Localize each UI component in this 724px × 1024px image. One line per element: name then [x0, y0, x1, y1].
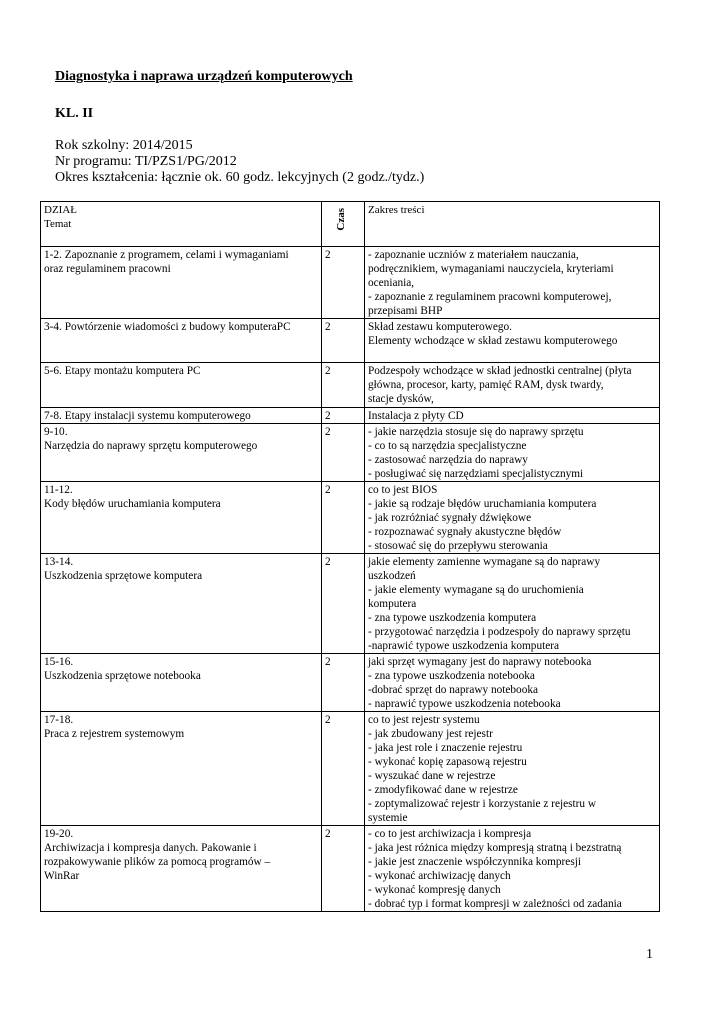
- content-cell: [365, 363, 660, 408]
- content-line: - zna typowe uszkodzenia notebooka: [368, 670, 535, 682]
- content-line: - jak zbudowany jest rejestr: [368, 728, 493, 740]
- time-cell: 2: [322, 363, 365, 408]
- content-line: - wyszukać dane w rejestrze: [368, 770, 496, 782]
- topic-line: oraz regulaminem pracowni: [44, 263, 171, 275]
- topic-line: 11-12.: [44, 484, 73, 496]
- topic-cell: [41, 826, 322, 912]
- topic-line: 5-6. Etapy montażu komputera PC: [44, 365, 201, 377]
- content-line: Podzespoły wchodzące w skład jednostki centralnej (płyta: [368, 365, 632, 377]
- topic-cell: [41, 482, 322, 554]
- content-line: jakie elementy zamienne wymagane są do naprawy: [368, 556, 601, 568]
- document-title: Diagnostyka i naprawa urządzeń komputerowych: [55, 69, 353, 84]
- content-line: co to jest rejestr systemu: [368, 714, 480, 726]
- content-cell: [365, 424, 660, 482]
- topic-line: Uszkodzenia sprzętowe komputera: [44, 570, 203, 582]
- content-cell: [365, 482, 660, 554]
- time-cell: 2: [322, 319, 365, 363]
- topic-line: 19-20.: [44, 828, 74, 840]
- content-line: - jakie elementy wymagane są do uruchomienia: [368, 584, 584, 596]
- time-cell: 2: [322, 554, 365, 654]
- content-line: - zoptymalizować rejestr i korzystanie z rejestru w: [368, 798, 597, 810]
- content-line: - posługiwać się narzędziami specjalistycznymi: [368, 468, 584, 480]
- content-line: stacje dysków,: [368, 393, 434, 405]
- topic-cell: [41, 424, 322, 482]
- topic-line: 9-10.: [44, 426, 68, 438]
- header-czas: [322, 202, 365, 247]
- topic-line: 3-4. Powtórzenie wiadomości z budowy komputeraPC: [44, 321, 291, 333]
- content-line: - jakie narzędzia stosuje się do naprawy sprzętu: [368, 426, 584, 438]
- content-line: - zapoznanie z regulaminem pracowni komputerowej,: [368, 291, 612, 303]
- topic-line: Praca z rejestrem systemowym: [44, 728, 185, 740]
- content-line: jaki sprzęt wymagany jest do naprawy notebooka: [368, 656, 592, 668]
- content-line: - wykonać kopię zapasową rejestru: [368, 756, 527, 768]
- time-cell: 2: [322, 408, 365, 424]
- content-line: Instalacja z płyty CD: [368, 410, 464, 422]
- content-cell: [365, 247, 660, 319]
- table-row: [41, 247, 660, 319]
- topic-cell: [41, 712, 322, 826]
- content-line: - co to jest archiwizacja i kompresja: [368, 828, 532, 840]
- content-cell: [365, 826, 660, 912]
- content-line: - przygotować narzędzia i podzespoły do naprawy sprzętu: [368, 626, 631, 638]
- topic-line: Kody błędów uruchamiania komputera: [44, 498, 221, 510]
- topic-line: 1-2. Zapoznanie z programem, celami i wymaganiami: [44, 249, 289, 261]
- content-line: systemie: [368, 812, 408, 824]
- content-line: - zmodyfikować dane w rejestrze: [368, 784, 518, 796]
- topic-line: rozpakowywanie plików za pomocą programów –: [44, 856, 271, 868]
- content-line: - naprawić typowe uszkodzenia notebooka: [368, 698, 561, 710]
- table-row: [41, 482, 660, 554]
- table-header-row: [41, 202, 660, 247]
- content-cell: [365, 554, 660, 654]
- topic-line: 7-8. Etapy instalacji systemu komputerowego: [44, 410, 251, 422]
- topic-line: Archiwizacja i kompresja danych. Pakowanie i: [44, 842, 257, 854]
- school-year: Rok szkolny: 2014/2015: [55, 138, 193, 153]
- header-zakres: Zakres treści: [365, 202, 660, 247]
- table-row: [41, 654, 660, 712]
- time-cell: 2: [322, 712, 365, 826]
- content-cell: [365, 408, 660, 424]
- time-cell: 2: [322, 826, 365, 912]
- topic-line: WinRar: [44, 870, 80, 882]
- content-line: - zastosować narzędzia do naprawy: [368, 454, 528, 466]
- syllabus-body: [41, 247, 660, 912]
- table-row: [41, 363, 660, 408]
- topic-cell: [41, 554, 322, 654]
- time-cell: 2: [322, 424, 365, 482]
- class-label: KL. II: [55, 106, 94, 121]
- content-line: - jakie jest znaczenie współczynnika kompresji: [368, 856, 581, 868]
- content-line: Elementy wchodzące w skład zestawu komputerowego: [368, 335, 618, 347]
- topic-line: 13-14.: [44, 556, 74, 568]
- table-row: [41, 424, 660, 482]
- header-dzial-temat: [41, 202, 322, 247]
- content-line: Skład zestawu komputerowego.: [368, 321, 513, 333]
- content-cell: [365, 712, 660, 826]
- content-line: - stosować się do przepływu sterowania: [368, 540, 548, 552]
- topic-cell: [41, 247, 322, 319]
- time-cell: 2: [322, 482, 365, 554]
- topic-cell: [41, 408, 322, 424]
- content-line: -naprawić typowe uszkodzenia komputera: [368, 640, 560, 652]
- topic-cell: [41, 654, 322, 712]
- content-line: - jak rozróżniać sygnały dźwiękowe: [368, 512, 532, 524]
- header-dzial: DZIAŁ: [44, 204, 77, 216]
- content-line: - zna typowe uszkodzenia komputera: [368, 612, 537, 624]
- content-line: - rozpoznawać sygnały akustyczne błędów: [368, 526, 562, 538]
- table-row: [41, 712, 660, 826]
- content-line: komputera: [368, 598, 417, 610]
- content-line: oceniania,: [368, 277, 415, 289]
- time-cell: 2: [322, 247, 365, 319]
- table-row: [41, 826, 660, 912]
- content-line: - jakie są rodzaje błędów uruchamiania komputera: [368, 498, 597, 510]
- content-line: - wykonać archiwizację danych: [368, 870, 511, 882]
- topic-cell: [41, 363, 322, 408]
- topic-line: 15-16.: [44, 656, 74, 668]
- content-cell: [365, 654, 660, 712]
- table-row: [41, 554, 660, 654]
- content-line: - dobrać typ i format kompresji w zależności od zadania: [368, 898, 622, 910]
- page-number: 1: [646, 947, 653, 962]
- syllabus-table: [40, 201, 660, 912]
- content-line: - jaka jest różnica między kompresją stratną i bezstratną: [368, 842, 622, 854]
- content-line: główna, procesor, karty, pamięć RAM, dysk twardy,: [368, 379, 604, 391]
- document-meta: [55, 138, 424, 186]
- program-number: Nr programu: TI/PZS1/PG/2012: [55, 154, 237, 169]
- table-row: [41, 319, 660, 363]
- content-cell: [365, 319, 660, 363]
- topic-line: Narzędzia do naprawy sprzętu komputerowego: [44, 440, 258, 452]
- education-period: Okres kształcenia: łącznie ok. 60 godz. lekcyjnych (2 godz./tydz.): [55, 170, 425, 185]
- content-line: - jaka jest role i znaczenie rejestru: [368, 742, 523, 754]
- topic-line: Uszkodzenia sprzętowe notebooka: [44, 670, 201, 682]
- header-czas-label: Czas: [335, 208, 347, 231]
- content-line: uszkodzeń: [368, 570, 416, 582]
- header-temat: Temat: [44, 218, 72, 230]
- content-line: co to jest BIOS: [368, 484, 438, 496]
- content-line: przepisami BHP: [368, 305, 443, 317]
- content-line: -dobrać sprzęt do naprawy notebooka: [368, 684, 539, 696]
- topic-cell: [41, 319, 322, 363]
- content-line: - wykonać kompresję danych: [368, 884, 501, 896]
- content-line: - zapoznanie uczniów z materiałem nauczania,: [368, 249, 579, 261]
- time-cell: 2: [322, 654, 365, 712]
- table-row: [41, 408, 660, 424]
- content-line: podręcznikiem, wymaganiami nauczyciela, kryteriami: [368, 263, 614, 275]
- topic-line: 17-18.: [44, 714, 74, 726]
- content-line: - co to są narzędzia specjalistyczne: [368, 440, 527, 452]
